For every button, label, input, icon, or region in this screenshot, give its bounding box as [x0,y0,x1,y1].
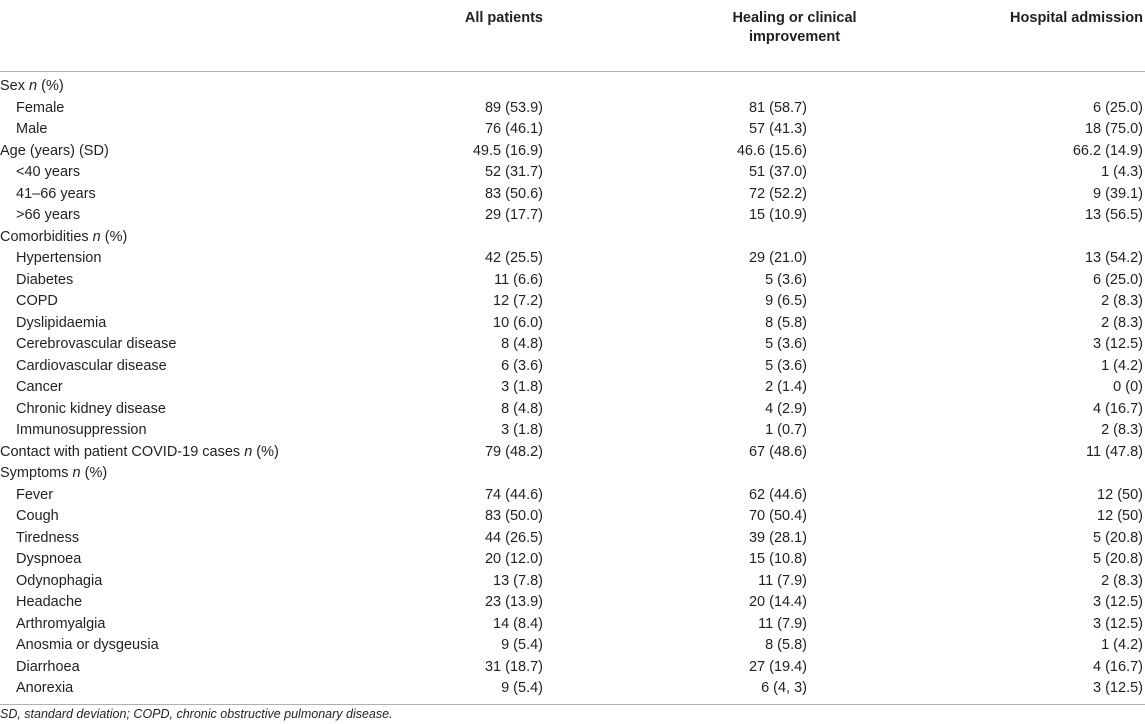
all-patients-value: 76 (46.1) [484,121,543,137]
healing-value [603,227,890,249]
table-row [0,549,1145,571]
all-patients-value: 20 (12.0) [484,551,543,567]
row-label-text: 41–66 years [16,185,96,202]
row-label [0,549,375,571]
row-label [0,334,375,356]
row-label-text: Diabetes [16,271,74,288]
column-header-label [0,0,375,72]
row-label [0,270,375,292]
hospital-admission-value: 12 (50) [1097,508,1143,524]
hospital-admission-value [890,227,1145,249]
all-patients-value: 10 (6.0) [493,314,543,331]
row-label-text: Immunosuppression [16,422,147,438]
healing-value: 20 (14.4) [748,594,807,610]
row-label-text: >66 years [16,207,81,223]
all-patients-value: 83 (50.0) [484,508,543,524]
healing-value: 5 (3.6) [765,357,807,374]
hospital-admission-value: 2 (8.3) [1101,293,1143,309]
healing-value: 8 (5.8) [765,637,807,653]
healing-value: 6 (4, 3) [603,678,890,704]
row-label [0,141,375,163]
healing-value: 11 (7.9) [758,572,807,589]
healing-value: 15 (10.8) [748,551,807,567]
hospital-admission-value: 2 (8.3) [1101,422,1143,438]
hospital-admission-value: 13 (54.2) [1084,250,1143,266]
hospital-admission-value: 2 (8.3) [1101,314,1143,331]
row-label-italic: n [29,78,38,94]
table-row [0,270,1145,292]
hospital-admission-value: 6 (25.0) [1093,271,1143,288]
healing-value: 5 (3.6) [765,336,807,352]
row-label-text: Age (years) (SD) [0,142,109,159]
healing-value: 4 (2.9) [765,400,807,417]
row-label [0,291,375,313]
healing-value: 15 (10.9) [748,207,807,223]
table-row [0,614,1145,636]
healing-value: 27 (19.4) [748,658,807,675]
row-label-text: Symptoms [0,465,73,481]
row-label [0,399,375,421]
all-patients-value [375,227,603,249]
healing-value: 70 (50.4) [748,508,807,524]
row-label-text: Cardiovascular disease [16,357,167,374]
all-patients-value: 23 (13.9) [484,594,543,610]
row-label [0,678,375,704]
table-row [0,72,1145,98]
row-label [0,98,375,120]
healing-value: 72 (52.2) [748,185,807,202]
row-label-text: Female [16,99,65,116]
row-label-text: Diarrhoea [16,658,80,675]
row-label [0,463,375,485]
hospital-admission-value: 6 (25.0) [1093,99,1143,116]
all-patients-value: 79 (48.2) [484,443,543,460]
all-patients-value: 8 (4.8) [501,336,543,352]
all-patients-value: 42 (25.5) [484,250,543,266]
healing-value: 57 (41.3) [748,121,807,137]
healing-value: 8 (5.8) [765,314,807,331]
row-label-text: Cough [16,508,59,524]
table-row [0,248,1145,270]
row-label [0,485,375,507]
table-row [0,334,1145,356]
all-patients-value: 44 (26.5) [484,529,543,546]
table-row [0,399,1145,421]
all-patients-value: 89 (53.9) [484,99,543,116]
row-label-tail: (%) [252,443,279,460]
healing-value: 46.6 (15.6) [736,142,807,159]
row-label-italic: n [244,443,253,460]
all-patients-value: 9 (5.4) [501,637,543,653]
row-label-text: Comorbidities [0,228,93,245]
table-footnote: SD, standard deviation; COPD, chronic obstructive pulmonary disease. [0,707,393,721]
row-label [0,442,375,464]
table-row [0,184,1145,206]
table-row [0,356,1145,378]
row-label-text: Anosmia or dysgeusia [16,637,159,653]
table-row [0,678,1145,704]
hospital-admission-value: 3 (12.5) [890,678,1145,704]
hospital-admission-value: 2 (8.3) [1101,572,1143,589]
table-row [0,420,1145,442]
healing-value: 62 (44.6) [748,486,807,503]
hospital-admission-value: 4 (16.7) [1093,400,1143,417]
healing-value: 11 (7.9) [758,615,807,632]
row-label-italic: n [92,228,101,245]
all-patients-value: 9 (5.4) [375,678,603,704]
row-label-tail: (%) [37,78,64,94]
all-patients-value: 3 (1.8) [501,422,543,438]
healing-value: 2 (1.4) [765,379,807,395]
all-patients-value: 31 (18.7) [484,658,543,675]
row-label [0,162,375,184]
hospital-admission-value: 3 (12.5) [1093,336,1143,352]
all-patients-value: 11 (6.6) [494,271,543,288]
table-row [0,377,1145,399]
table-row [0,592,1145,614]
column-header-healing: Healing or clinical improvement [603,0,890,72]
hospital-admission-value: 11 (47.8) [1086,443,1143,460]
row-label [0,356,375,378]
hospital-admission-value [890,72,1145,98]
row-label-text: Male [16,121,48,137]
all-patients-value: 8 (4.8) [501,400,543,417]
row-label [0,377,375,399]
row-label [0,614,375,636]
row-label [0,248,375,270]
hospital-admission-value: 3 (12.5) [1093,594,1143,610]
all-patients-value: 74 (44.6) [484,486,543,503]
row-label-text: Fever [16,486,54,503]
table-row [0,313,1145,335]
all-patients-value: 3 (1.8) [501,379,543,395]
row-label [0,635,375,657]
row-label [0,528,375,550]
row-label [0,227,375,249]
table-row [0,119,1145,141]
hospital-admission-value: 4 (16.7) [1093,658,1143,675]
column-header-all-patients: All patients [375,0,603,72]
table-row [0,291,1145,313]
row-label-text: Arthromyalgia [16,615,106,632]
hospital-admission-value: 5 (20.8) [1093,529,1143,546]
table-row [0,227,1145,249]
row-label [0,506,375,528]
healing-value: 67 (48.6) [748,443,807,460]
hospital-admission-value: 18 (75.0) [1084,121,1143,137]
table-row [0,463,1145,485]
hospital-admission-value: 13 (56.5) [1084,207,1143,223]
row-label-text: Cerebrovascular disease [16,336,177,352]
row-label-text: COPD [16,293,58,309]
table-row [0,485,1145,507]
hospital-admission-value: 1 (4.3) [1101,164,1143,180]
hospital-admission-value: 9 (39.1) [1093,185,1143,202]
row-label [0,571,375,593]
row-label-text: Anorexia [16,680,74,696]
row-label-italic: n [72,465,81,481]
row-label-tail: (%) [80,465,108,481]
table-row [0,141,1145,163]
table-row [0,506,1145,528]
healing-value: 1 (0.7) [765,422,807,438]
all-patients-value [375,72,603,98]
row-label-text: Odynophagia [16,572,103,589]
row-label-text: Contact with patient COVID-19 cases [0,443,245,460]
row-label-text: Hypertension [16,250,102,266]
row-label-text: <40 years [16,164,81,180]
healing-value: 81 (58.7) [748,99,807,116]
table-row [0,571,1145,593]
all-patients-value: 83 (50.6) [484,185,543,202]
row-label [0,657,375,679]
table-row [0,162,1145,184]
row-label-text: Dyslipidaemia [16,314,107,331]
table-row [0,657,1145,679]
healing-value [603,72,890,98]
hospital-admission-value: 12 (50) [1097,486,1143,503]
row-label [0,420,375,442]
table-row [0,205,1145,227]
table-row [0,442,1145,464]
all-patients-value: 29 (17.7) [484,207,543,223]
hospital-admission-value: 1 (4.2) [1101,637,1143,653]
hospital-admission-value: 66.2 (14.9) [1072,142,1143,159]
table-row [0,98,1145,120]
healing-value: 51 (37.0) [748,164,807,180]
healing-value: 5 (3.6) [765,271,807,288]
table-row [0,635,1145,657]
healing-value: 9 (6.5) [765,293,807,309]
healing-value [603,463,890,485]
healing-value: 39 (28.1) [748,529,807,546]
row-label [0,592,375,614]
all-patients-value: 12 (7.2) [493,293,543,309]
all-patients-value [375,463,603,485]
hospital-admission-value: 5 (20.8) [1093,551,1143,567]
table-header-row [0,0,1145,72]
all-patients-value: 6 (3.6) [501,357,543,374]
all-patients-value: 14 (8.4) [493,615,543,632]
table-body [0,72,1145,705]
row-label-tail: (%) [100,228,128,245]
all-patients-value: 52 (31.7) [484,164,543,180]
row-label-text: Dyspnoea [16,551,82,567]
column-header-hospital-admission: Hospital admission [890,0,1145,72]
all-patients-value: 49.5 (16.9) [472,142,543,159]
row-label [0,119,375,141]
all-patients-value: 13 (7.8) [493,572,543,589]
row-label [0,184,375,206]
row-label-text: Sex [0,78,30,94]
row-label-text: Headache [16,594,83,610]
hospital-admission-value: 0 (0) [1113,379,1143,395]
hospital-admission-value: 3 (12.5) [1093,615,1143,632]
table-row [0,528,1145,550]
row-label-text: Chronic kidney disease [16,400,166,417]
hospital-admission-value: 1 (4.2) [1101,357,1143,374]
row-label-text: Cancer [16,379,63,395]
row-label [0,205,375,227]
healing-value: 29 (21.0) [748,250,807,266]
hospital-admission-value [890,463,1145,485]
row-label [0,72,375,98]
row-label-text: Tiredness [16,529,80,546]
row-label [0,313,375,335]
